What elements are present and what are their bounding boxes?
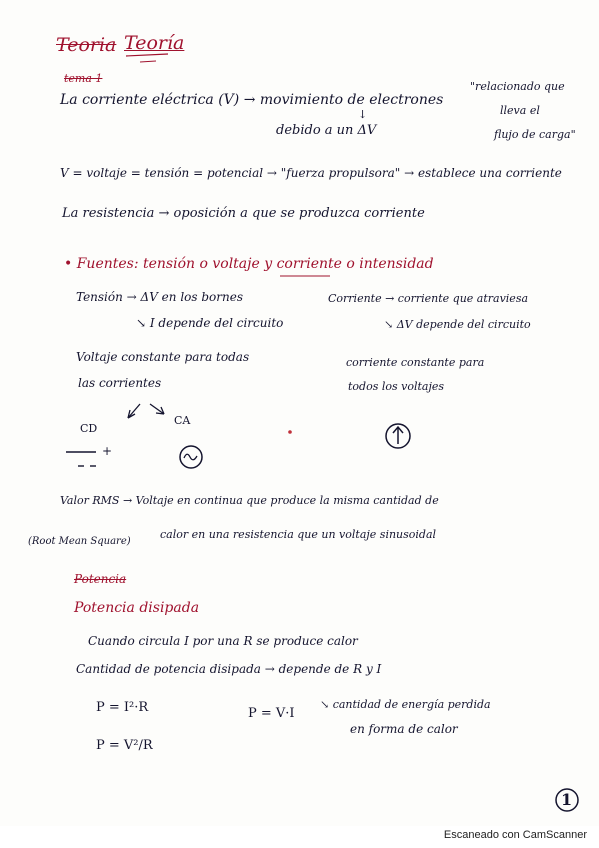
potencia-line-1: Cuando circula I por una R se produce calor (88, 634, 358, 648)
left-col-2: ↘ I depende del circuito (136, 316, 284, 330)
corriente-line: La corriente eléctrica (V) → movimiento de electrones (60, 92, 444, 108)
formula-p-i2r: P = I²·R (96, 700, 149, 715)
side-note-2: lleva el (500, 104, 540, 117)
left-col-4: las corrientes (78, 376, 162, 390)
fuentes-heading: • Fuentes: tensión o voltaje y corriente o intensidad (64, 256, 434, 272)
potencia-heading: Potencia disipada (74, 600, 200, 616)
rms-left: (Root Mean Square) (28, 536, 131, 547)
right-col-2: ↘ ΔV depende del circuito (384, 318, 531, 331)
formula-p-v2r: P = V²/R (96, 738, 153, 753)
plus-sign: + (102, 444, 113, 458)
rms-line-1: Valor RMS → Voltaje en continua que produce la misma cantidad de (60, 494, 439, 507)
left-col-1: Tensión → ΔV en los bornes (76, 290, 243, 304)
subheading-struck: tema 1 (64, 72, 103, 85)
corriente-arrow: ↓ (358, 108, 368, 121)
potencia-line-2: Cantidad de potencia disipada → depende de R y I (76, 662, 382, 676)
resistencia-line: La resistencia → oposición a que se produzca corriente (62, 206, 425, 221)
footer-text: Escaneado con CamScanner (443, 829, 587, 841)
ca-label: CA (174, 414, 191, 427)
side-note-1: "relacionado que (470, 80, 565, 93)
cd-label: CD (80, 422, 98, 435)
right-col-3: corriente constante para (346, 356, 485, 369)
energy-note-2: en forma de calor (350, 722, 458, 736)
ac-source-icon (180, 446, 202, 468)
page-number-circle (556, 789, 578, 811)
title-struck: Teoria (56, 34, 117, 56)
page-title: Teoría (124, 32, 185, 54)
formula-p-vi: P = V·I (248, 706, 295, 721)
right-col-4: todos los voltajes (348, 380, 445, 393)
corriente-cont: debido a un ΔV (276, 123, 377, 138)
rms-line-2: calor en una resistencia que un voltaje sinusoidal (160, 528, 437, 541)
side-note-3: flujo de carga" (494, 128, 576, 141)
left-col-3: Voltaje constante para todas (76, 350, 250, 364)
energy-note-1: ↘ cantidad de energía perdida (320, 698, 491, 711)
scanner-footer (0, 826, 599, 848)
right-col-1: Corriente → corriente que atraviesa (328, 292, 529, 305)
page-number: 1 (561, 790, 573, 809)
voltaje-line: V = voltaje = tensión = potencial → "fuerza propulsora" → establece una corriente (60, 166, 562, 180)
potencia-struck: Potencia (74, 572, 127, 586)
